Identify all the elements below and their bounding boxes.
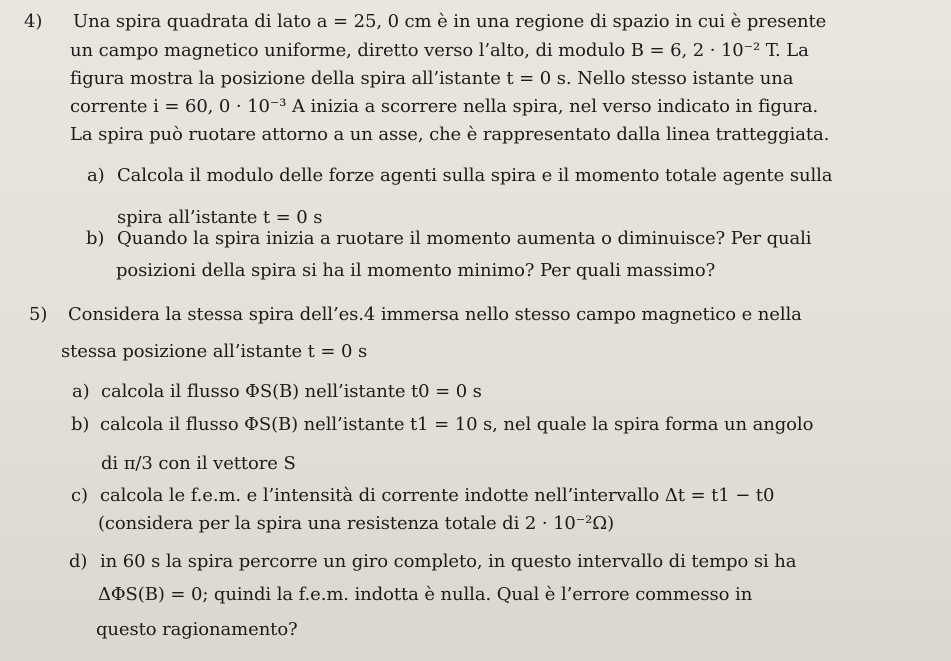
problem-5d-line-1: in 60 s la spira percorre un giro completo, in questo intervallo di tempo si ha — [100, 551, 797, 572]
problem-4b-label: b) — [86, 228, 105, 249]
problem-5-intro-line-1: Considera la stessa spira dell’es.4 immersa nello stesso campo magnetico e nella — [68, 304, 802, 325]
problem-5c-label: c) — [71, 485, 88, 506]
problem-5c-line-1: calcola le f.e.m. e l’intensità di corrente indotte nell’intervallo Δt = t1 − t0 — [100, 485, 775, 506]
problem-5d-label: d) — [69, 551, 88, 572]
problem-4a-line-1: Calcola il modulo delle forze agenti sulla spira e il momento totale agente sulla — [117, 165, 833, 186]
problem-5d-line-2: ΔΦS(B) = 0; quindi la f.e.m. indotta è nulla. Qual è l’errore commesso in — [98, 584, 753, 605]
problem-5b-line-1: calcola il flusso ΦS(B) nell’istante t1 = 10 s, nel quale la spira forma un angolo — [100, 414, 814, 435]
problem-4b-line-1: Quando la spira inizia a ruotare il momento aumenta o diminuisce? Per quali — [117, 228, 812, 249]
problem-5b-label: b) — [71, 414, 90, 435]
problem-5a-label: a) — [72, 381, 90, 402]
problem-4-intro-line-5: La spira può ruotare attorno a un asse, che è rappresentato dalla linea tratteggiata. — [70, 124, 830, 145]
problem-4-intro-line-1: Una spira quadrata di lato a = 25, 0 cm è in una regione di spazio in cui è presente — [73, 11, 827, 32]
problem-4a-label: a) — [87, 165, 105, 186]
problem-5-number: 5) — [29, 304, 48, 325]
problem-5b-line-2: di π/3 con il vettore S — [101, 453, 296, 474]
problem-4b-line-2: posizioni della spira si ha il momento minimo? Per quali massimo? — [116, 260, 716, 281]
problem-5-intro-line-2: stessa posizione all’istante t = 0 s — [61, 341, 368, 362]
problem-4-intro-line-4: corrente i = 60, 0 · 10⁻³ A inizia a scorrere nella spira, nel verso indicato in figura. — [70, 96, 819, 117]
problem-4-number: 4) — [24, 11, 43, 32]
problem-4-intro-line-2: un campo magnetico uniforme, diretto verso l’alto, di modulo B = 6, 2 · 10⁻² T. La — [70, 40, 809, 61]
problem-5a-line-1: calcola il flusso ΦS(B) nell’istante t0 = 0 s — [101, 381, 482, 402]
problem-4-intro-line-3: figura mostra la posizione della spira all’istante t = 0 s. Nello stesso istante una — [70, 68, 794, 89]
problem-4a-line-2: spira all’istante t = 0 s — [117, 207, 323, 228]
problem-5c-line-2: (considera per la spira una resistenza totale di 2 · 10⁻²Ω) — [98, 513, 615, 534]
problem-5d-line-3: questo ragionamento? — [96, 619, 298, 640]
